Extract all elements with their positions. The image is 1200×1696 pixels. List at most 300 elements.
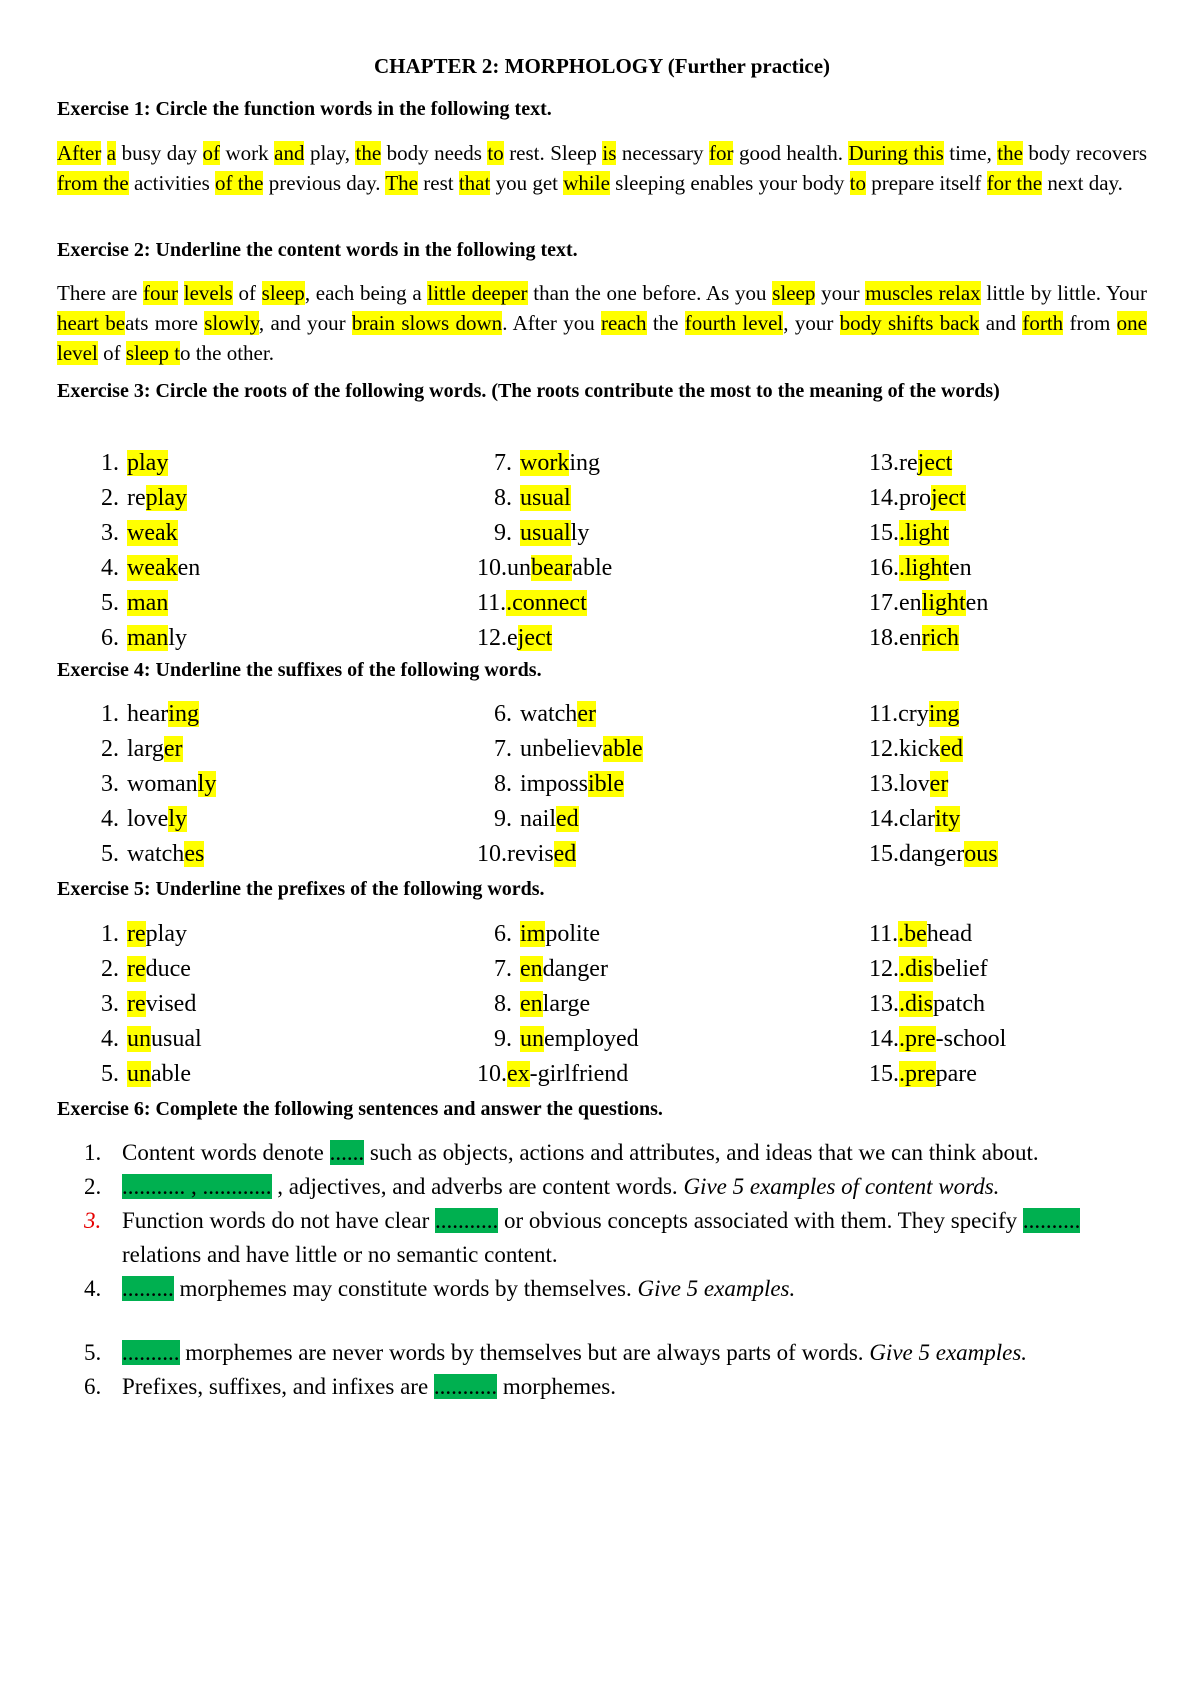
morpheme: pro (899, 485, 931, 511)
morpheme: usual (151, 1026, 202, 1052)
highlighted-morpheme: play (127, 450, 169, 476)
list-item (869, 732, 998, 767)
highlighted-word: four (143, 281, 179, 305)
highlighted-morpheme: work (520, 450, 570, 476)
list-item (84, 1057, 202, 1092)
highlighted-morpheme: es (184, 841, 205, 867)
list-item (869, 621, 988, 656)
question-text: morphemes. (497, 1374, 616, 1399)
question-item (84, 1336, 1147, 1370)
highlighted-morpheme: ing (928, 701, 960, 727)
item-number: 14. (869, 485, 899, 511)
list-item (869, 1057, 1006, 1092)
item-number: 18. (869, 625, 899, 651)
highlighted-morpheme: play (145, 485, 187, 511)
list-item (477, 732, 643, 767)
morpheme: head (926, 921, 973, 947)
question-number: 5. (84, 1340, 102, 1365)
list-item (477, 586, 612, 621)
list-item (84, 917, 202, 952)
highlighted-word: muscles relax (865, 281, 981, 305)
item-number: 1. (101, 450, 119, 476)
highlighted-word: the (997, 141, 1023, 165)
highlighted-morpheme: ly (197, 771, 217, 797)
text-segment: next day. (1042, 171, 1123, 195)
text-segment: and (979, 311, 1023, 335)
highlighted-morpheme: im (520, 921, 546, 947)
list-item (477, 1057, 639, 1092)
morpheme: able (151, 1061, 191, 1087)
morpheme: nail (520, 806, 556, 832)
list-item (84, 481, 200, 516)
list-item (869, 917, 1006, 952)
highlighted-word: After (57, 141, 102, 165)
highlighted-word: sleep t (125, 341, 181, 365)
morpheme: woman (127, 771, 198, 797)
list-item (84, 1022, 202, 1057)
highlighted-morpheme: .be (898, 921, 927, 947)
morpheme: un (507, 555, 531, 581)
question-text: Give 5 examples. (637, 1276, 796, 1301)
exercise-4-heading: Exercise 4: Underline the suffixes of the following words. (57, 659, 542, 681)
morpheme: patch (933, 991, 985, 1017)
morpheme: re (899, 450, 918, 476)
list-item (477, 1022, 639, 1057)
text-segment: sleeping enables your body (609, 171, 850, 195)
text-segment: , and your (258, 311, 352, 335)
list-item (869, 586, 988, 621)
highlighted-word: to (487, 141, 504, 165)
list-item (84, 987, 202, 1022)
highlighted-morpheme: ed (940, 736, 963, 762)
highlighted-morpheme: ject (917, 450, 953, 476)
morpheme: revis (507, 841, 554, 867)
morpheme: e (507, 625, 518, 651)
list-item (869, 802, 998, 837)
list-item (477, 481, 612, 516)
text-segment: . After you (502, 311, 602, 335)
morpheme: -school (935, 1026, 1007, 1052)
highlighted-word: reach (601, 311, 647, 335)
exercise-1-text (57, 138, 1147, 198)
list-item (869, 837, 998, 872)
item-number: 13. (869, 450, 899, 476)
highlighted-word: the (355, 141, 382, 165)
highlighted-morpheme: ex (507, 1061, 530, 1087)
word-column (84, 697, 216, 872)
highlighted-word: During this (848, 141, 944, 165)
highlighted-morpheme: ject (517, 625, 553, 651)
morpheme: en (949, 555, 972, 581)
highlighted-morpheme: un (520, 1026, 544, 1052)
morpheme: cry (898, 701, 929, 727)
highlighted-word: for the (986, 171, 1043, 195)
highlighted-word: and (274, 141, 305, 165)
highlighted-morpheme: rich (921, 625, 959, 651)
answer-blank: .......... (1022, 1208, 1081, 1233)
item-number: 11. (869, 701, 899, 727)
exercise-2-heading: Exercise 2: Underline the content words in the following text. (57, 239, 578, 261)
item-number: 9. (494, 806, 512, 832)
item-number: 16. (869, 555, 899, 581)
item-number: 15. (869, 841, 899, 867)
item-number: 8. (494, 771, 512, 797)
morpheme: polite (545, 921, 600, 947)
item-number: 15. (869, 520, 899, 546)
item-number: 7. (494, 956, 512, 982)
highlighted-word: heart be (57, 311, 126, 335)
list-item (477, 987, 639, 1022)
text-segment: work (220, 141, 275, 165)
answer-blank: ......... (122, 1276, 174, 1301)
morpheme: larg (127, 736, 164, 762)
item-number: 7. (494, 736, 512, 762)
list-item (869, 767, 998, 802)
highlighted-morpheme: man (127, 590, 169, 616)
question-item (84, 1204, 1147, 1272)
morpheme: duce (145, 956, 191, 982)
exercise-5-heading: Exercise 5: Underline the prefixes of the following words. (57, 878, 545, 900)
list-item (869, 551, 988, 586)
text-segment: busy day (116, 141, 203, 165)
text-segment: necessary (616, 141, 709, 165)
word-column (869, 697, 998, 872)
list-item (84, 732, 216, 767)
item-number: 15. (869, 1061, 899, 1087)
word-column (84, 446, 200, 656)
highlighted-morpheme: er (577, 701, 596, 727)
question-text: , adjectives, and adverbs are content words. (271, 1174, 684, 1199)
question-number: 2. (84, 1174, 102, 1199)
text-segment: activities (128, 171, 216, 195)
list-item (477, 767, 643, 802)
morpheme: belief (933, 956, 988, 982)
text-segment (101, 141, 106, 165)
item-number: 5. (101, 590, 119, 616)
text-segment: ats more (125, 311, 205, 335)
answer-blank: ........... (434, 1208, 499, 1233)
highlighted-morpheme: re (127, 921, 146, 947)
question-number: 6. (84, 1374, 102, 1399)
highlighted-morpheme: able (602, 736, 643, 762)
highlighted-word: from the (57, 171, 129, 195)
text-segment: rest. Sleep (503, 141, 603, 165)
word-column (869, 446, 988, 656)
morpheme: play (145, 921, 187, 947)
list-item (477, 621, 612, 656)
text-segment: good health. (733, 141, 849, 165)
question-item (84, 1170, 1147, 1204)
text-segment: from (1063, 311, 1117, 335)
question-text: or obvious concepts associated with them. They specify (498, 1208, 1023, 1233)
text-segment: previous day. (263, 171, 386, 195)
item-number: 14. (869, 1026, 899, 1052)
text-segment: the (646, 311, 685, 335)
list-item (477, 802, 643, 837)
text-segment: There are (57, 281, 144, 305)
item-number: 5. (101, 841, 119, 867)
item-number: 13. (869, 771, 899, 797)
question-number: 3. (84, 1208, 102, 1233)
answer-blank: ...... (329, 1140, 365, 1165)
morpheme: kick (899, 736, 941, 762)
answer-blank: ........... , ............ (122, 1174, 272, 1199)
morpheme: imposs (520, 771, 589, 797)
highlighted-morpheme: weak (127, 520, 178, 546)
highlighted-morpheme: bear (531, 555, 573, 581)
morpheme: watch (520, 701, 578, 727)
morpheme: re (127, 485, 146, 511)
item-number: 13. (869, 991, 899, 1017)
item-number: 2. (101, 956, 119, 982)
highlighted-word: a (106, 141, 117, 165)
item-number: 3. (101, 991, 119, 1017)
morpheme: ing (569, 450, 600, 476)
highlighted-word: slowly (204, 311, 259, 335)
highlighted-morpheme: .dis (899, 956, 934, 982)
item-number: 7. (494, 450, 512, 476)
highlighted-morpheme: man (127, 625, 169, 651)
list-item (84, 516, 200, 551)
text-segment: little by little. Your (986, 281, 1148, 305)
highlighted-word: sleep (772, 281, 816, 305)
highlighted-morpheme: ed (553, 841, 577, 867)
item-number: 9. (494, 520, 512, 546)
question-text: Content words denote (122, 1140, 330, 1165)
morpheme: ly (168, 625, 187, 651)
morpheme: lov (899, 771, 930, 797)
question-item (84, 1136, 1147, 1170)
question-number: 4. (84, 1276, 102, 1301)
item-number: 11. (477, 590, 507, 616)
text-segment (178, 281, 184, 305)
exercise-2-text (57, 278, 1147, 368)
list-item (84, 586, 200, 621)
highlighted-word: The (385, 171, 419, 195)
text-segment: of (97, 341, 126, 365)
item-number: 4. (101, 555, 119, 581)
highlighted-morpheme: .dis (899, 991, 934, 1017)
highlighted-morpheme: .light (899, 555, 950, 581)
list-item (84, 551, 200, 586)
morpheme: watch (127, 841, 185, 867)
list-item (477, 551, 612, 586)
list-item (84, 621, 200, 656)
item-number: 12. (869, 736, 899, 762)
list-item (84, 697, 216, 732)
question-text: morphemes may constitute words by themselves. (173, 1276, 638, 1301)
list-item (84, 952, 202, 987)
highlighted-morpheme: ible (588, 771, 625, 797)
item-number: 3. (101, 771, 119, 797)
highlighted-word: levels (183, 281, 233, 305)
morpheme: en (899, 590, 922, 616)
item-number: 2. (101, 736, 119, 762)
list-item (869, 516, 988, 551)
text-segment: of (232, 281, 262, 305)
question-text: such as objects, actions and attributes, and ideas that we can think about. (364, 1140, 1039, 1165)
item-number: 5. (101, 1061, 119, 1087)
highlighted-morpheme: ly (168, 806, 187, 832)
word-column (477, 697, 643, 872)
word-column (84, 917, 202, 1092)
highlighted-word: for (708, 141, 734, 165)
morpheme: -girlfriend (529, 1061, 629, 1087)
text-segment: than the one before. As you (527, 281, 773, 305)
highlighted-word: forth (1022, 311, 1064, 335)
text-segment: your (815, 281, 866, 305)
exercise-3-heading: Exercise 3: Circle the roots of the following words. (The roots contribute the most to the meaning of the words) (57, 380, 1000, 402)
item-number: 4. (101, 1026, 119, 1052)
highlighted-morpheme: ing (168, 701, 199, 727)
question-text: Prefixes, suffixes, and infixes are (122, 1374, 434, 1399)
text-segment: rest (418, 171, 459, 195)
list-item (84, 767, 216, 802)
question-text: Function words do not have clear (122, 1208, 435, 1233)
highlighted-morpheme: re (127, 991, 146, 1017)
item-number: 10. (477, 1061, 507, 1087)
word-column (869, 917, 1006, 1092)
question-text: Give 5 examples. (869, 1340, 1028, 1365)
morpheme: love (127, 806, 169, 832)
exercise-6-heading: Exercise 6: Complete the following sentences and answer the questions. (57, 1098, 663, 1120)
item-number: 10. (477, 841, 507, 867)
question-text: relations and have little or no semantic content. (122, 1242, 558, 1267)
morpheme: en (899, 625, 922, 651)
text-segment: body recovers (1022, 141, 1148, 165)
morpheme: hear (127, 701, 169, 727)
highlighted-morpheme: usual (520, 520, 571, 546)
highlighted-morpheme: .light (899, 520, 950, 546)
text-segment: , your (783, 311, 840, 335)
item-number: 1. (101, 921, 119, 947)
item-number: 17. (869, 590, 899, 616)
highlighted-word: fourth level (684, 311, 784, 335)
word-column (477, 446, 612, 656)
item-number: 6. (101, 625, 119, 651)
list-item (477, 952, 639, 987)
highlighted-morpheme: usual (520, 485, 571, 511)
item-number: 2. (101, 485, 119, 511)
highlighted-word: body shifts back (839, 311, 980, 335)
highlighted-word: of (202, 141, 221, 165)
highlighted-word: brain slows down (351, 311, 503, 335)
list-item (869, 987, 1006, 1022)
morpheme: danger (542, 956, 608, 982)
morpheme: en (177, 555, 201, 581)
highlighted-morpheme: ous (964, 841, 998, 867)
word-column (477, 917, 639, 1092)
list-item (869, 952, 1006, 987)
highlighted-morpheme: weak (127, 555, 178, 581)
highlighted-word: that (458, 171, 491, 195)
highlighted-word: little deeper (427, 281, 528, 305)
highlighted-morpheme: en (520, 956, 543, 982)
question-item (84, 1272, 1147, 1306)
item-number: 1. (101, 701, 119, 727)
highlighted-morpheme: ject (931, 485, 966, 511)
list-item (84, 802, 216, 837)
list-item (869, 1022, 1006, 1057)
item-number: 10. (477, 555, 507, 581)
morpheme: able (572, 555, 613, 581)
morpheme: pare (935, 1061, 977, 1087)
highlighted-word: one level (57, 311, 1147, 365)
text-segment: time, (943, 141, 998, 165)
text-segment: prepare itself (865, 171, 987, 195)
list-item (477, 837, 643, 872)
highlighted-word: is (602, 141, 617, 165)
question-text: Give 5 examples of content words. (683, 1174, 1000, 1199)
question-number: 1. (84, 1140, 102, 1165)
morpheme: employed (544, 1026, 639, 1052)
list-item (477, 917, 639, 952)
highlighted-word: of the (215, 171, 264, 195)
highlighted-morpheme: ity (934, 806, 961, 832)
text-segment: body needs (381, 141, 488, 165)
item-number: 12. (477, 625, 507, 651)
morpheme: large (542, 991, 591, 1017)
highlighted-morpheme: ed (556, 806, 579, 832)
highlighted-morpheme: en (520, 991, 543, 1017)
morpheme: vised (145, 991, 197, 1017)
item-number: 6. (494, 921, 512, 947)
item-number: 3. (101, 520, 119, 546)
list-item (84, 446, 200, 481)
list-item (869, 697, 998, 732)
highlighted-morpheme: .pre (899, 1061, 936, 1087)
list-item (84, 837, 216, 872)
exercise-6-question-list (84, 1136, 1147, 1404)
answer-blank: ........... (433, 1374, 498, 1399)
text-segment: you get (490, 171, 564, 195)
item-number: 14. (869, 806, 899, 832)
highlighted-word: sleep (261, 281, 305, 305)
item-number: 8. (494, 991, 512, 1017)
highlighted-morpheme: .connect (506, 590, 587, 616)
text-segment: o the other. (180, 341, 274, 365)
page-title: CHAPTER 2: MORPHOLOGY (Further practice) (373, 54, 831, 78)
item-number: 8. (494, 485, 512, 511)
text-segment: play, (304, 141, 356, 165)
exercise-1-heading: Exercise 1: Circle the function words in the following text. (57, 98, 552, 120)
item-number: 9. (494, 1026, 512, 1052)
list-item (477, 697, 643, 732)
list-item (477, 516, 612, 551)
highlighted-morpheme: light (921, 590, 966, 616)
morpheme: unbeliev (520, 736, 603, 762)
list-item (869, 446, 988, 481)
list-item (477, 446, 612, 481)
highlighted-word: while (563, 171, 610, 195)
highlighted-morpheme: un (127, 1061, 151, 1087)
question-text: morphemes are never words by themselves but are always parts of words. (179, 1340, 870, 1365)
morpheme: en (965, 590, 989, 616)
item-number: 11. (869, 921, 899, 947)
morpheme: danger (899, 841, 965, 867)
item-number: 6. (494, 701, 512, 727)
highlighted-morpheme: er (163, 736, 183, 762)
highlighted-morpheme: .pre (899, 1026, 936, 1052)
item-number: 12. (869, 956, 899, 982)
highlighted-morpheme: re (127, 956, 146, 982)
morpheme: ly (570, 520, 590, 546)
highlighted-morpheme: un (127, 1026, 151, 1052)
morpheme: clar (899, 806, 935, 832)
text-segment: , each being a (304, 281, 428, 305)
highlighted-word: to (849, 171, 866, 195)
answer-blank: .......... (122, 1340, 180, 1365)
